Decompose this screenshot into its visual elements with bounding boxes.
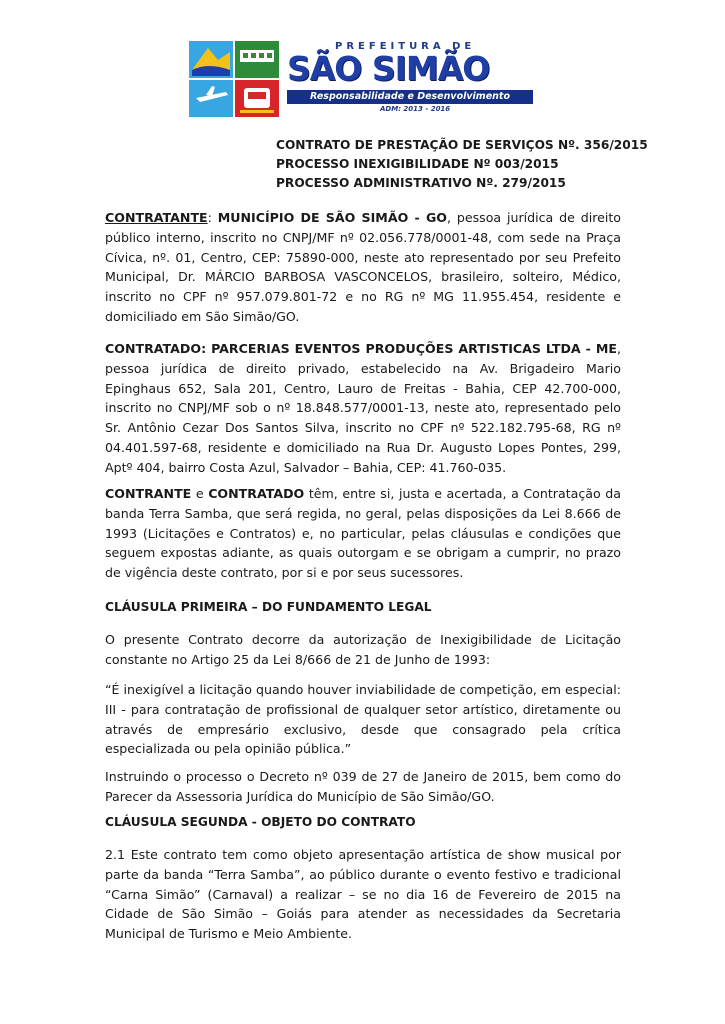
clause-1-paragraph-2: Instruindo o processo o Decreto nº 039 de 27 de Janeiro de 2015, bem como do Parecer da Assessoria Jurídica do Município de São Simão/GO. <box>105 769 621 804</box>
contratado-details: , pessoa jurídica de direito privado, estabelecido na Av. Brigadeiro Mario Epinghaus 652, Sala 201, Centro, Lauro de Freitas - Bahia, CEP 42.700-000, inscrito no CNPJ/MF sob o nº 18.848.577/0001-13, neste ato, representado pelo Sr. Antônio Cezar Dos Santos Silva, inscrito no CPF nº 522.182.795-68, RG nº 04.401.597-68, residente e domiciliado na Rua Dr. Augusto Lopes Pontes, 299, Aptº 404, bairro Costa Azul, Salvador – Bahia, CEP: 41.760-035. <box>105 341 621 475</box>
clause-2-paragraph-1: 2.1 Este contrato tem como objeto apresentação artística de show musical por parte da banda “Terra Samba”, ao público durante o evento festivo e tradicional “Carna Simão” (Carnaval) a realizar – se no dia 16 de Fevereiro de 2015 na Cidade de São Simão – Goiás para atender as necessidades da Secretaria Municipal de Turismo e Meio Ambiente. <box>105 847 621 942</box>
clause-1-heading: CLÁUSULA PRIMEIRA – DO FUNDAMENTO LEGAL <box>105 600 432 614</box>
contratante-details: , pessoa jurídica de direito público interno, inscrito no CNPJ/MF nº 02.056.778/0001-48, com sede na Praça Cívica, nº. 01, Centro, CEP: 75890-000, neste ato representado por seu Prefeito Municipal, Dr. MÁRCIO BARBOSA VASCONCELOS, brasileiro, solteiro, Médico, inscrito no CPF nº 957.079.801-72 e no RG nº MG 11.955.454, residente e domiciliado em São Simão/GO. <box>105 210 621 324</box>
contratante-label: CONTRATANTE <box>105 210 208 225</box>
clause-1-paragraph-1: O presente Contrato decorre da autorização de Inexigibilidade de Licitação constante no Artigo 25 da Lei 8/666 de 21 de Junho de 1993: <box>105 632 621 667</box>
agreement-connector: e <box>191 486 209 501</box>
brand-prefeitura-label: PREFEITURA DE <box>335 41 476 52</box>
agreement-party-1: CONTRANTE <box>105 486 192 501</box>
brand-municipality-name: SÃO SIMÃO <box>287 49 490 88</box>
contratante-paragraph <box>105 208 621 327</box>
sao-simao-emblem-icon <box>188 40 280 118</box>
contratante-name: MUNICÍPIO DE SÃO SIMÃO - GO <box>217 210 447 225</box>
clause-1-legal-quote: “É inexigível a licitação quando houver inviabilidade de competição, em especial: III - para contratação de profissional de qualquer setor artístico, diretamente ou através de empresário exclusivo, desde que consagrado pela crítica especializada ou pela opinião pública.” <box>105 682 621 757</box>
contratado-label: CONTRATADO: PARCERIAS EVENTOS PRODUÇÕES ARTISTICAS LTDA - ME <box>105 341 617 356</box>
administrative-process-title: PROCESSO ADMINISTRATIVO Nº. 279/2015 <box>276 176 566 190</box>
agreement-party-2: CONTRATADO <box>208 486 305 501</box>
agreement-paragraph <box>105 484 621 583</box>
contract-number-title: CONTRATO DE PRESTAÇÃO DE SERVIÇOS Nº. 356/2015 <box>276 138 648 152</box>
inexigibility-process-title: PROCESSO INEXIGIBILIDADE Nº 003/2015 <box>276 157 559 171</box>
contratante-separator: : <box>207 210 218 225</box>
brand-slogan: Responsabilidade e Desenvolvimento <box>287 90 533 104</box>
clause-2-heading: CLÁUSULA SEGUNDA - OBJETO DO CONTRATO <box>105 815 416 829</box>
contratado-paragraph <box>105 339 621 478</box>
document-title-block <box>276 136 656 193</box>
brand-administration-period: ADM: 2013 - 2016 <box>380 105 451 113</box>
agreement-text: têm, entre si, justa e acertada, a Contratação da banda Terra Samba, que será regida, no geral, pelas disposições da Lei 8.666 de 1993 (Licitações e Contratos) e, no particular, pelas cláusulas e condições que seguem expostas adiante, as quais outorgam e se obrigam a cumprir, no prazo de vigência deste contrato, por si e por seus sucessores. <box>105 486 621 581</box>
